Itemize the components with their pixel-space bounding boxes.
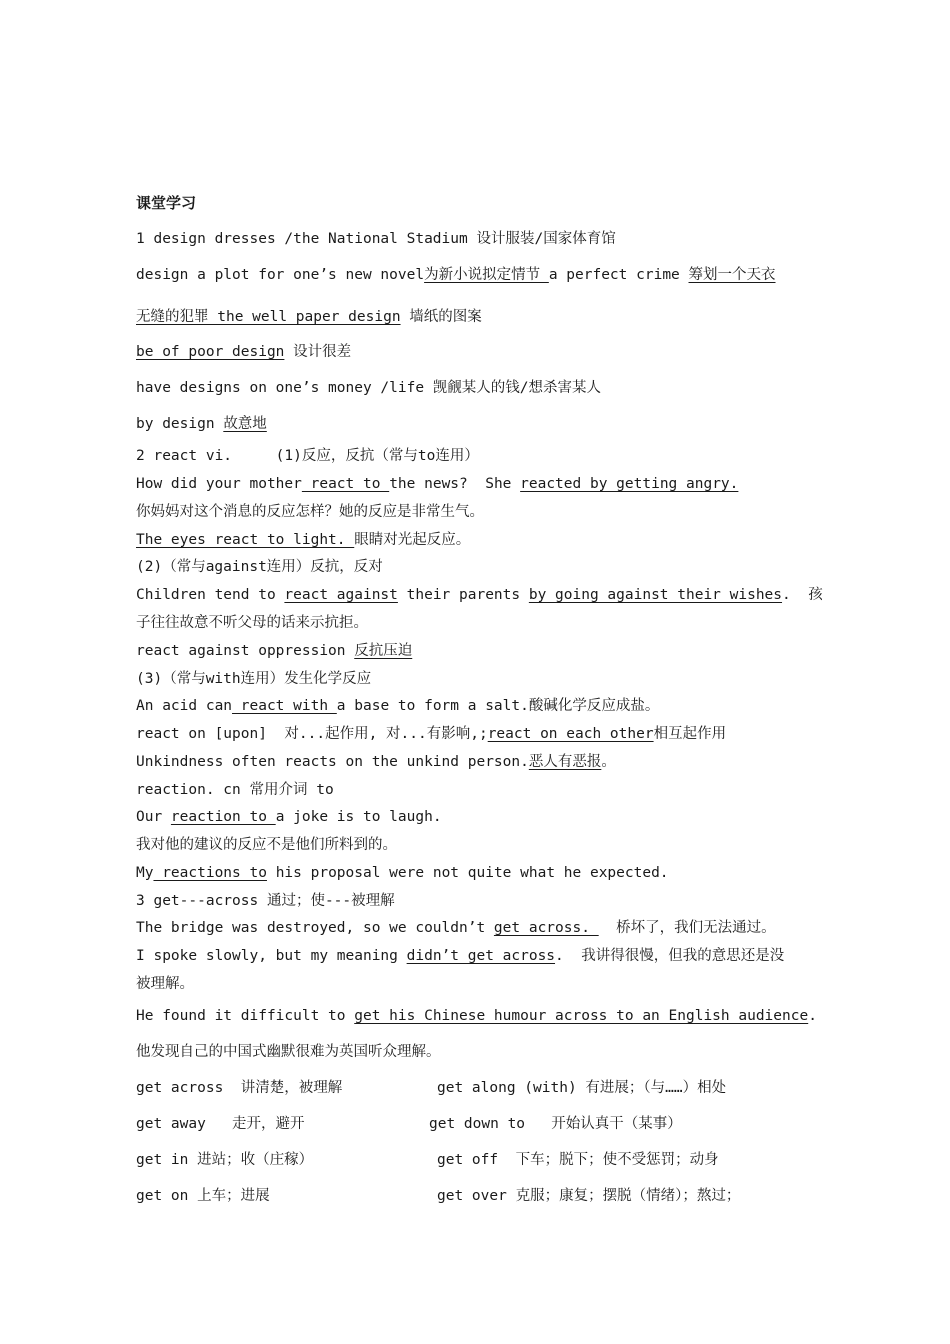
phrase-right: get over 克服；康复；摆脱（情绪）；熬过；: [437, 1188, 741, 1204]
line-11: (2)（常与against连用）反抗，反对: [136, 559, 383, 575]
text: 墙纸的图案: [400, 309, 482, 325]
text: by design: [136, 416, 224, 432]
phrase-row: [136, 1078, 727, 1098]
underlined-text: 故意地: [223, 416, 267, 432]
line-19: reaction. cn 常用介词 to: [136, 782, 334, 798]
phrase-left: get across 讲清楚，被理解: [136, 1080, 343, 1096]
text: 眼睛对光起反应。: [354, 532, 471, 548]
line-12: [136, 585, 823, 605]
underlined-text: react on each other: [487, 726, 654, 742]
text: design a plot for one’s new novel: [136, 267, 425, 283]
text: 相互起作用: [653, 726, 727, 742]
underlined-text: didn’t get across: [406, 948, 556, 964]
text: How did your mother: [136, 476, 302, 492]
underlined-text: 恶人有恶报: [528, 754, 602, 770]
underlined-text: reacted by getting angry.: [520, 476, 739, 492]
text: He found it difficult to: [136, 1008, 355, 1024]
phrase-left: get away 走开，避开: [136, 1116, 305, 1132]
line-6: [136, 414, 267, 434]
line-23: 3 get---across 通过；使---被理解: [136, 893, 395, 909]
line-28: 他发现自己的中国式幽默很难为英国听众理解。: [136, 1044, 441, 1060]
line-15: (3)（常与with连用）发生化学反应: [136, 671, 372, 687]
underlined-text: react with: [232, 698, 337, 714]
line-13: 子往往故意不听父母的话来示抗拒。: [136, 615, 368, 631]
text: 。: [601, 754, 616, 770]
line-24: [136, 918, 776, 938]
phrase-row: [136, 1114, 682, 1134]
line-9: 你妈妈对这个消息的反应怎样？她的反应是非常生气。: [136, 504, 484, 520]
section-heading: 课堂学习: [136, 194, 197, 212]
text: . 我讲得很慢，但我的意思还是没: [555, 948, 785, 964]
underlined-text: 无缝的犯罪 the well paper design: [136, 309, 401, 325]
text: Children tend to: [136, 587, 285, 603]
underlined-text: 反抗压迫: [354, 643, 413, 659]
line-1: 1 design dresses /the National Stadium 设计服装/国家体育馆: [136, 231, 616, 247]
line-18: [136, 752, 616, 772]
text: .: [808, 1008, 817, 1024]
text: a base to form a salt.酸碱化学反应成盐。: [336, 698, 660, 714]
text: his proposal were not quite what he expected.: [266, 865, 669, 881]
text: a perfect crime: [548, 267, 689, 283]
text: My: [136, 865, 154, 881]
text: Our: [136, 809, 171, 825]
text: I spoke slowly, but my meaning: [136, 948, 407, 964]
text: 设计很差: [284, 344, 352, 360]
line-7: 2 react vi. (1)反应，反抗（常与to连用）: [136, 448, 479, 464]
phrase-right: get off 下车；脱下；使不受惩罚；动身: [437, 1152, 719, 1168]
underlined-text: reaction to: [170, 809, 276, 825]
text: Unkindness often reacts on the unkind person.: [136, 754, 529, 770]
line-4: [136, 342, 351, 362]
line-10: [136, 530, 470, 550]
text: react against oppression: [136, 643, 355, 659]
phrase-left: get in 进站；收（庄稼）: [136, 1152, 314, 1168]
line-16: [136, 696, 659, 716]
underlined-text: by going against their wishes: [528, 587, 783, 603]
underlined-text: 筹划一个天衣: [688, 267, 776, 283]
line-3: [136, 307, 482, 327]
text: their parents: [397, 587, 529, 603]
underlined-text: 为新小说拟定情节: [424, 267, 549, 283]
underlined-text: get across.: [493, 920, 599, 936]
text: the news? She: [389, 476, 521, 492]
text: . 孩: [782, 587, 823, 603]
phrase-row: [136, 1150, 719, 1170]
underlined-text: be of poor design: [136, 344, 285, 360]
underlined-text: react against: [284, 587, 398, 603]
phrase-right: get along (with) 有进展；（与……）相处: [437, 1080, 727, 1096]
line-25: [136, 946, 784, 966]
underlined-text: reactions to: [153, 865, 267, 881]
line-14: [136, 641, 412, 661]
text: a joke is to laugh.: [275, 809, 442, 825]
phrase-right: get down to 开始认真干（某事）: [429, 1116, 682, 1132]
line-21: 我对他的建议的反应不是他们所料到的。: [136, 837, 397, 853]
underlined-text: The eyes react to light.: [136, 532, 355, 548]
text: 桥坏了，我们无法通过。: [598, 920, 776, 936]
text: The bridge was destroyed, so we couldn’t: [136, 920, 494, 936]
phrase-row: [136, 1186, 741, 1206]
line-8: [136, 474, 738, 494]
line-20: [136, 807, 442, 827]
phrase-left: get on 上车；进展: [136, 1188, 270, 1204]
underlined-text: react to: [301, 476, 390, 492]
line-22: [136, 863, 669, 883]
line-5: have designs on one’s money /life 觊觎某人的钱/想杀害某人: [136, 380, 602, 396]
line-2: [136, 265, 776, 285]
line-17: [136, 724, 726, 744]
line-26: 被理解。: [136, 976, 194, 992]
text: react on [upon] 对...起作用, 对...有影响,;: [136, 726, 488, 742]
text: An acid can: [136, 698, 233, 714]
line-27: [136, 1006, 817, 1026]
underlined-text: get his Chinese humour across to an English audience: [354, 1008, 809, 1024]
